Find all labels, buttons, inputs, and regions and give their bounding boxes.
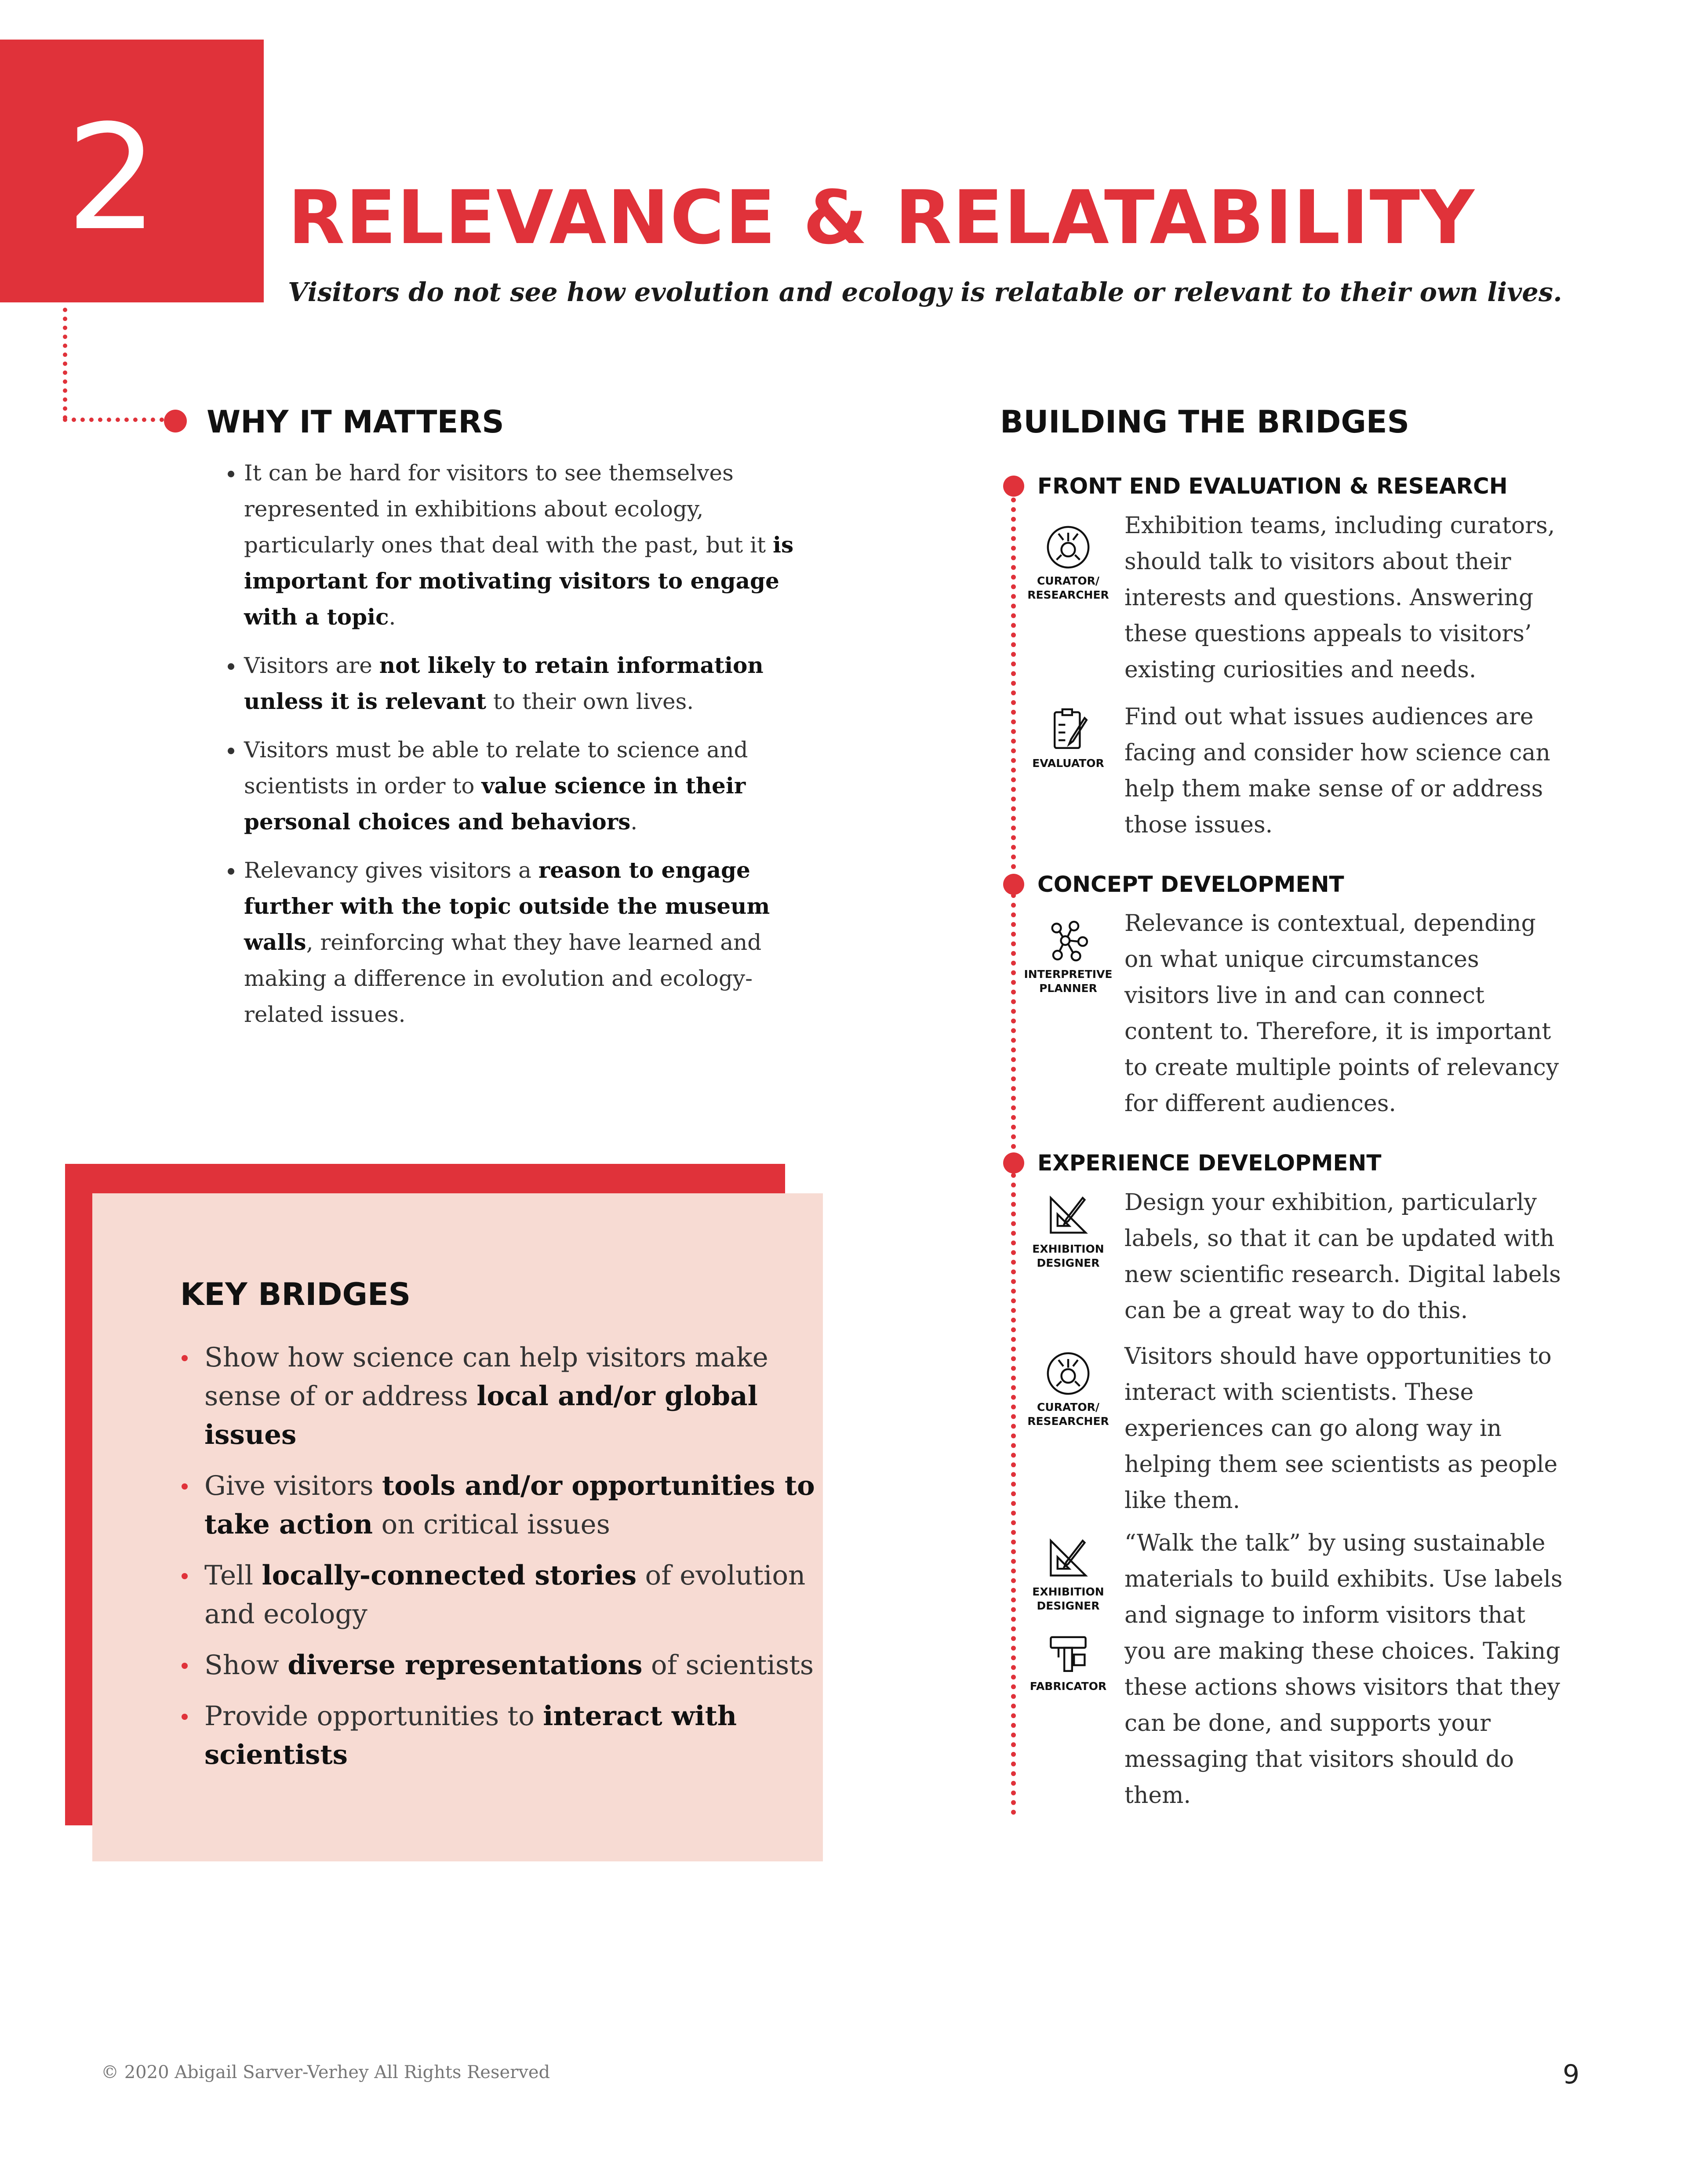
timeline-dot bbox=[1003, 476, 1024, 497]
page-number: 9 bbox=[1563, 2059, 1580, 2090]
role-exhibition-designer: EXHIBITION DESIGNER bbox=[1022, 1534, 1114, 1613]
page-title: RELEVANCE & RELATABILITY bbox=[288, 174, 1475, 261]
role-curator: CURATOR/ RESEARCHER bbox=[1022, 523, 1114, 602]
exhibition-designer-icon bbox=[1044, 1534, 1092, 1582]
copyright-notice: © 2020 Abigail Sarver-Verhey All Rights Reserved bbox=[101, 2062, 550, 2082]
evaluator-icon bbox=[1044, 705, 1092, 754]
chapter-number: 2 bbox=[66, 94, 158, 262]
timeline-dot bbox=[1003, 1152, 1024, 1174]
list-item: • Relevancy gives visitors a reason to engage further with the topic outside the museum walls, reinforcing what they have learned and making a difference in evolution and ecology-related issues. bbox=[244, 852, 820, 1032]
why-it-matters-heading: WHY IT MATTERS bbox=[207, 404, 504, 440]
role-exhibition-designer: EXHIBITION DESIGNER bbox=[1022, 1191, 1114, 1270]
exhibition-designer-icon bbox=[1044, 1191, 1092, 1239]
role-interpretive-planner: INTERPRETIVE PLANNER bbox=[1022, 916, 1114, 996]
role-fabricator: FABRICATOR bbox=[1022, 1628, 1114, 1693]
curator-icon bbox=[1044, 523, 1092, 571]
key-bridges-list bbox=[180, 1338, 820, 1787]
list-item: Show diverse representations of scientists bbox=[204, 1646, 820, 1685]
connector-dot bbox=[164, 410, 187, 432]
list-item: • It can be hard for visitors to see themselves represented in exhibitions about ecology, particularly ones that deal with the past, but it is important for motivating visitors to engage with a topic. bbox=[244, 455, 820, 635]
chapter-number-block bbox=[0, 40, 264, 302]
entry-text: Find out what issues audiences are facing and consider how science can help them make sense of or address those issues. bbox=[1124, 704, 1550, 838]
page-subtitle: Visitors do not see how evolution and ecology is relatable or relevant to their own lives. bbox=[288, 277, 1562, 307]
timeline-line bbox=[1011, 488, 1016, 1815]
entry-text: Exhibition teams, including curators, should talk to visitors about their interests and questions. Answering these questions appeals to visitors’ existing curiosities and needs. bbox=[1124, 512, 1555, 683]
section-title-concept: CONCEPT DEVELOPMENT bbox=[1037, 872, 1344, 897]
role-curator: CURATOR/ RESEARCHER bbox=[1022, 1349, 1114, 1428]
fabricator-icon bbox=[1044, 1628, 1092, 1677]
connector-horizontal bbox=[63, 418, 173, 422]
entry-text: Design your exhibition, particularly labels, so that it can be updated with new scientific research. Digital labels can be a great way to do this. bbox=[1124, 1189, 1561, 1324]
interpretive-planner-icon bbox=[1044, 916, 1092, 965]
list-item: • Visitors are not likely to retain information unless it is relevant to their own lives. bbox=[244, 647, 820, 720]
role-evaluator: EVALUATOR bbox=[1022, 705, 1114, 770]
why-it-matters-list bbox=[224, 455, 820, 1045]
list-item: Provide opportunities to interact with scientists bbox=[204, 1697, 820, 1774]
entry-text: Visitors should have opportunities to interact with scientists. These experiences can go along way in helping them see scientists as people like them. bbox=[1124, 1343, 1558, 1514]
list-item: Show how science can help visitors make sense of or address local and/or global issues bbox=[204, 1338, 820, 1454]
connector-vertical bbox=[63, 308, 67, 420]
list-item: • Visitors must be able to relate to science and scientists in order to value science in their personal choices and behaviors. bbox=[244, 732, 820, 840]
building-bridges-heading: BUILDING THE BRIDGES bbox=[1000, 404, 1410, 440]
curator-icon bbox=[1044, 1349, 1092, 1398]
section-title-experience: EXPERIENCE DEVELOPMENT bbox=[1037, 1150, 1382, 1176]
section-title-front-end: FRONT END EVALUATION & RESEARCH bbox=[1037, 473, 1508, 499]
entry-text: “Walk the talk” by using sustainable materials to build exhibits. Use labels and signage to inform visitors that you are making these choices. Taking these actions shows visitors that they can be done, and supports your messaging that visitors should do them. bbox=[1124, 1530, 1563, 1809]
entry-text: Relevance is contextual, depending on what unique circumstances visitors live in and can connect content to. Therefore, it is important to create multiple points of relevancy for different audiences. bbox=[1124, 910, 1559, 1117]
list-item: Tell locally-connected stories of evolution and ecology bbox=[204, 1556, 820, 1634]
list-item: Give visitors tools and/or opportunities to take action on critical issues bbox=[204, 1467, 820, 1544]
timeline-dot bbox=[1003, 874, 1024, 895]
key-bridges-heading: KEY BRIDGES bbox=[180, 1276, 411, 1312]
